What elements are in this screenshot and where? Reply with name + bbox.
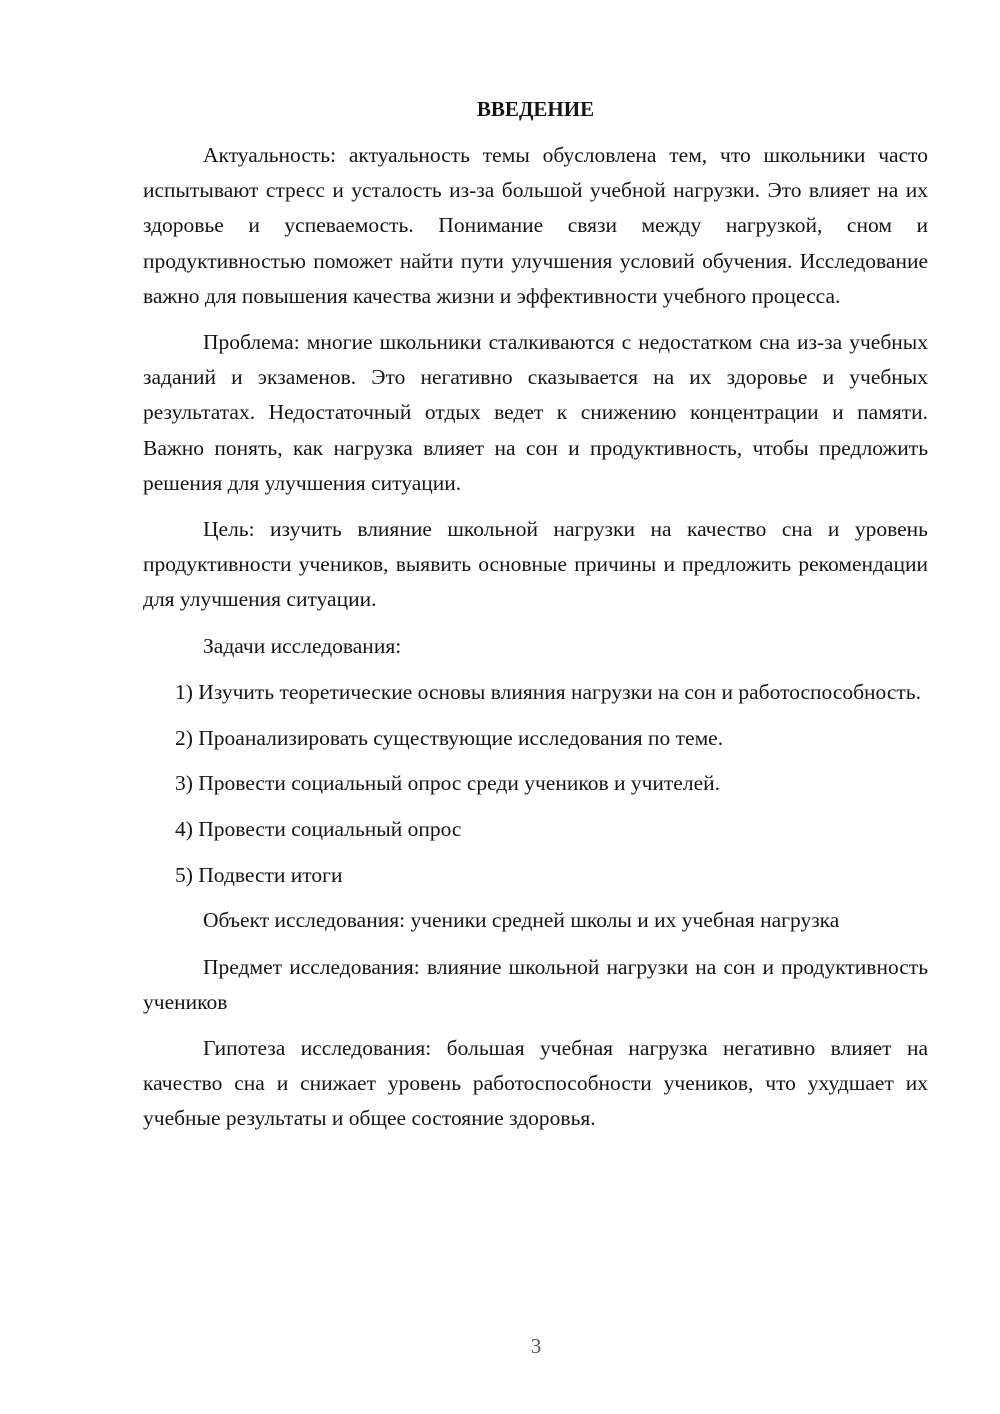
task-item-3: 3) Провести социальный опрос среди учеников и учителей. <box>175 771 721 796</box>
relevance-paragraph: Актуальность: актуальность темы обусловлена тем, что школьники часто испытывают стресс и усталость из-за большой учебной нагрузки. Это влияет на их здоровье и успеваемость. Понимание связи между нагрузкой, сном и продуктивностью поможет найти пути улучшения условий обучения. Исследование важно для повышения качества жизни и эффективности учебного процесса. <box>143 143 928 308</box>
subject-paragraph: Предмет исследования: влияние школьной нагрузки на сон и продуктивность учеников <box>143 954 928 1014</box>
section-heading: ВВЕДЕНИЕ <box>476 97 595 121</box>
page-number: 3 <box>530 1334 542 1358</box>
task-item-2: 2) Проанализировать существующие исследования по теме. <box>175 725 724 750</box>
problem-paragraph: Проблема: многие школьники сталкиваются с недостатком сна из-за учебных заданий и экзаменов. Это негативно сказывается на их здоровье и учебных результатах. Недостаточный отдых ведет к снижению концентрации и памяти. Важно понять, как нагрузка влияет на сон и продуктивность, чтобы предложить решения для улучшения ситуации. <box>143 330 928 495</box>
object-paragraph: Объект исследования: ученики средней школы и их учебная нагрузка <box>203 908 840 933</box>
goal-paragraph: Цель: изучить влияние школьной нагрузки на качество сна и уровень продуктивности учеников, выявить основные причины и предложить рекомендации для улучшения ситуации. <box>143 517 928 612</box>
document-page <box>143 92 928 1148</box>
task-item-4: 4) Провести социальный опрос <box>175 816 462 841</box>
tasks-heading: Задачи исследования: <box>203 633 402 658</box>
tasks-list <box>143 675 928 893</box>
task-item-1: 1) Изучить теоретические основы влияния нагрузки на сон и работоспособность. <box>175 679 921 704</box>
hypothesis-paragraph: Гипотеза исследования: большая учебная нагрузка негативно влияет на качество сна и снижает уровень работоспособности учеников, что ухудшает их учебные результаты и общее состояние здоровья. <box>143 1035 928 1131</box>
task-item-5: 5) Подвести итоги <box>175 862 343 887</box>
